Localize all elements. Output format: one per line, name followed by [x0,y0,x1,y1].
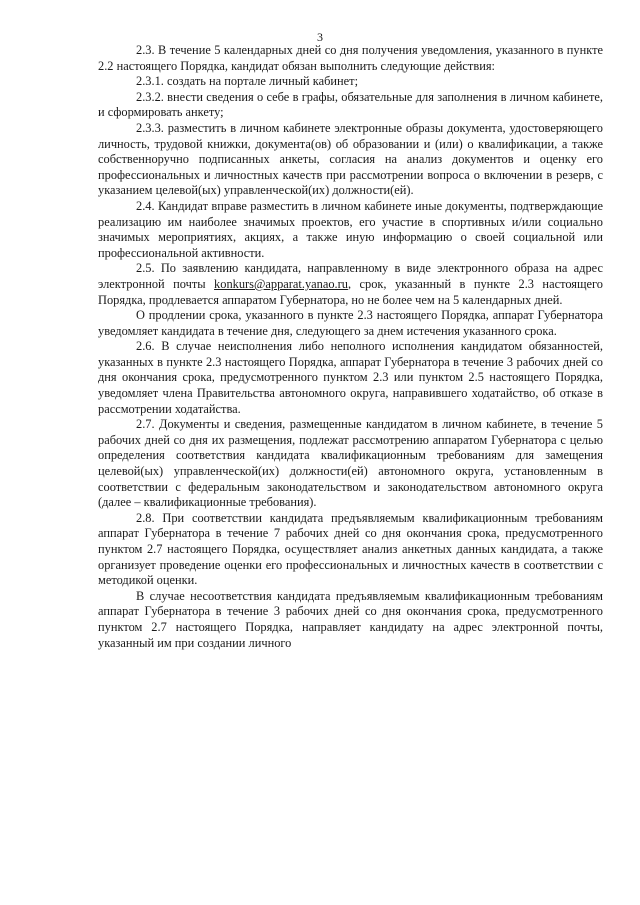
paragraph-2-5-text-end: , срок, указанный в пункте 2.3 настоящего Порядка, продлевается аппаратом Губернатора, но не более чем на 5 календарных дней. [98,276,603,307]
paragraph-2-3-2: 2.3.2. внести сведения о себе в графы, обязательные для заполнения в личном кабинете, и сформировать анкету; [98,89,603,120]
paragraph-2-4: 2.4. Кандидат вправе разместить в личном кабинете иные документы, подтверждающие реализацию им наиболее значимых проектов, его участие в спортивных и/или социально значимых мероприятиях, акциях, а также иную информацию о своей социальной или профессиональной активности. [98,198,603,260]
paragraph-2-3-1: 2.3.1. создать на портале личный кабинет; [136,74,359,89]
paragraph-2-8: 2.8. При соответствии кандидата предъявляемым квалификационным требованиям аппарат Губернатора в течение 7 рабочих дней со дня окончания срока, предусмотренного пунктом 2.7 настоящего Порядка, осуществляет анализ анкетных данных кандидата, а также организует проведение оценки его профессиональных и личностных качеств в соответствии с методикой оценки. [98,510,603,588]
paragraph-2-5-extension-notice: О продлении срока, указанного в пункте 2.3 настоящего Порядка, аппарат Губернатора уведомляет кандидата в течение дня, следующего за днем истечения указанного срока. [98,308,603,338]
paragraph-2-5 [98,261,603,308]
document-body [98,43,603,651]
page-number: 3 [317,30,323,44]
paragraph-2-7: 2.7. Документы и сведения, размещенные кандидатом в личном кабинете, в течение 5 рабочих дней со дня их размещения, подлежат рассмотрению аппаратом Губернатора с целью определения соответствия кандидата квалификационным требованиям для замещения целевой(ых) управленческой(их) должности(ей) автономного округа, установленным в соответствии с федеральным законодательством и законодательством автономного округа (далее – квалификационные требования). [98,417,603,510]
paragraph-2-8-nonconformity: В случае несоответствия кандидата предъявляемым квалификационным требованиям аппарат Губернатора в течение 3 рабочих дней со дня окончания срока, предусмотренного пунктом 2.7 настоящего Порядка, направляет кандидату на адрес электронной почты, указанный им при создании личного [98,588,603,650]
paragraph-2-3-3: 2.3.3. разместить в личном кабинете электронные образы документа, удостоверяющего личность, трудовой книжки, документа(ов) об образовании и (или) о квалификации, а также собственноручно подписанных анкеты, согласия на анализ документов и оценку его профессиональных и личностных качеств при рассмотрении вопроса о включении в резерв, с указанием целевой(ых) управленческой(их) должности(ей). [98,120,603,198]
paragraph-2-5-text-start: 2.5. По заявлению кандидата, направленному в виде электронного образа на адрес электронной почты [98,261,603,291]
paragraph-2-6: 2.6. В случае неисполнения либо неполного исполнения кандидатом обязанностей, указанных в пункте 2.3 настоящего Порядка, аппарат Губернатора в течение 3 рабочих дней со дня окончания срока, предусмотренного пунктом 2.3 или пунктом 2.5 настоящего Порядка, уведомляет члена Правительства автономного округа, направившего ходатайство, об отказе в рассмотрении ходатайства. [98,339,603,416]
email-link[interactable]: konkurs@apparat.yanao.ru [214,276,348,291]
paragraph-2-3: 2.3. В течение 5 календарных дней со дня получения уведомления, указанного в пункте 2.2 настоящего Порядка, кандидат обязан выполнить следующие действия: [98,43,603,73]
